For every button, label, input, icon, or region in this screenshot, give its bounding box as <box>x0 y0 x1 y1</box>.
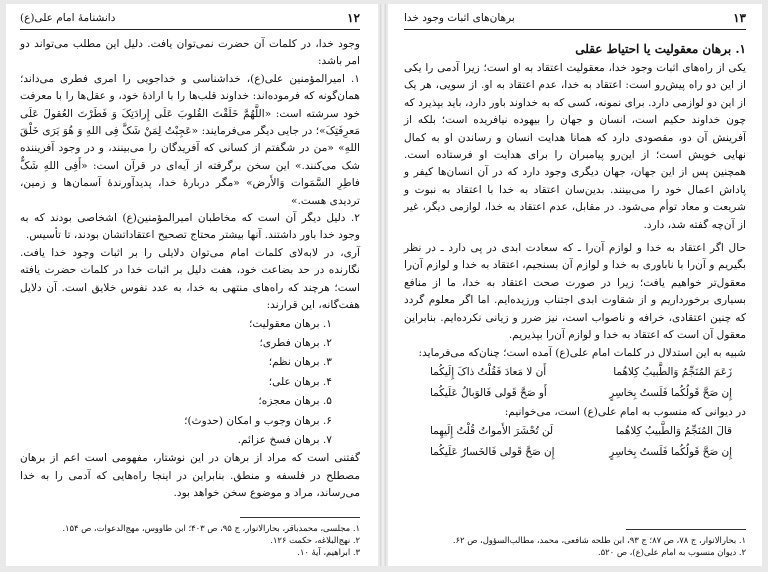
verse-block <box>404 421 746 463</box>
footnote: ۱. بحارالانوار، ج ۷۸، ص ۸۷؛ ج ۹۳، ابن طلحه شافعی، محمد، مطالب‌السؤول، ص ۶۲. <box>452 535 746 545</box>
list-item: ۴. برهان علی؛ <box>268 375 332 388</box>
verse-block <box>404 362 746 404</box>
hemistich: لَن تُحْشَرَ الأَمواتُ قُلْتُ إِلَیهِما <box>430 425 554 438</box>
footnote: ۲. دیوان منسوب به امام علی(ع)، ص ۵۲۰. <box>597 547 746 557</box>
list-item: ۵. برهان معجزه؛ <box>258 395 332 408</box>
left-page <box>6 4 378 566</box>
list-item: ۶. برهان وجوب و امکان (حدوث)؛ <box>184 414 332 427</box>
section-title: ۱. برهان معقولیت یا احتیاط عقلی <box>575 42 746 56</box>
footnote-rule <box>240 517 360 518</box>
page-body <box>20 36 360 503</box>
paragraph: ۲. دلیل دیگر آن است که مخاطبان امیرالمؤمنین(ع) اشخاصی بودند که به وجود خدا باور داشتند. آنها بیشتر محتاج تصحیح اعتقاداتشان بودند، تا تأسیس. <box>20 212 360 242</box>
footnotes <box>402 529 746 558</box>
running-title: برهان‌های اثبات وجود خدا <box>404 12 515 24</box>
paragraph: آری، در لابه‌لای کلمات امام می‌توان دلایلی را بر اثبات وجود خدا یافت. نگارنده در حد بضاعت خود، هفت دلیل بر اثبات خدا در کلمات حضرت یافته است؛ هرچند که راه‌های منتهی به خدا، به عدد نفوس خلایق است. آن دلایل هفت‌گانه، این قرارند: <box>20 246 360 312</box>
verse-intro: شبیه به این استدلال در کلمات امام علی(ع) آمده است؛ چنان‌که می‌فرماید: <box>418 346 746 359</box>
footnote: ۳. ابراهیم، آیهٔ ۱۰. <box>297 547 360 557</box>
running-title: دانشنامهٔ امام علی(ع) <box>20 12 116 24</box>
verse-row <box>404 442 746 463</box>
running-head <box>404 10 746 30</box>
verse-row <box>404 383 746 404</box>
hemistich: قالَ المُنَجِّمُ وَالطَّبیبُ کِلاهُما <box>615 425 732 438</box>
paragraph: یکی از راه‌های اثبات وجود خدا، معقولیت اعتقاد به او است؛ زیرا آدمی را یکی از این دو راه پیش‌رو است: اعتقاد به خدا، عدم اعتقاد به او. از سویی، هر یک از این دو لوازمی دارد. برای نمونه، کسی که به خداوند باور دارد، باید بپذیرد که چون خداوند حکیم است، انسان و جهان را بیهوده نیافریده است؛ بلکه از آفرینش آن دو، مقصودی دارد که همانا هدایت انسان و رساندن او به کمال نهایی خویش است؛ از این‌رو پیامبران را برای هدایت او فرستاده است. همچنین پس از این جهان، جهان دیگری وجود دارد که در آن انسان‌ها کیفر و پاداش اعمال خود را می‌بینند. بدین‌سان اعتقاد به خدا با اعتقاد به نبوت و شریعت و معاد توأم می‌شود. در مقابل، عدم اعتقاد به خدا، لوازمی دیگر، غیر از آن‌چه گفته شد، دارد. <box>404 62 746 231</box>
paragraph: وجود خدا، در کلمات آن حضرت نمی‌توان یافت. دلیل این مطلب می‌تواند دو امر باشد: <box>20 38 360 68</box>
list-item: ۱. برهان معقولیت؛ <box>248 317 332 330</box>
hemistich: إِن صَحَّ قَولُکُما فَلَستُ بِخاسِرٍ <box>609 446 732 459</box>
footnotes <box>20 517 360 558</box>
page-body <box>404 60 746 463</box>
running-head <box>20 10 360 30</box>
hemistich: إِن صَحَّ قَولُکُما فَلَستُ بِخاسِرٍ <box>609 386 732 399</box>
paragraph: گفتنی است که مراد از برهان در این نوشتار، مفهومی است اعم از برهان مصطلح در فلسفه و منطق. بنابراین در اینجا راه‌هایی که آدمی را به خدا می‌رساند، مراد و موضوع سخن خواهد بود. <box>20 452 360 500</box>
paragraph: ۱. امیرالمؤمنین علی(ع)، خداشناسی و خداجویی را امری فطری می‌داند؛ همان‌گونه که فرموده‌اند: خداوند قلب‌ها را با ارادهٔ خود، و عقل‌ها را با معرفت خود سرشته است: «اللَّهُمَّ خَلَقْتَ القُلوبَ عَلَی إِرادَتِکَ وَ فَطَرْتَ العُقولَ عَلَی مَعرِفَتِکَ»؛ در جایی دیگر می‌فرمایند: «عَجِبْتُ لِمَنْ شَکَّ فِی اللهِ وَ هُوَ یَرَی خَلْقَ اللهِ» «من در شگفتم از کسانی که آفریدگان را می‌بینند، و در وجود آفریننده شک می‌کنند.» این سخن برگرفته از آیه‌ای در قرآن است: «أَفِی اللهِ شَکٌّ فاطِرِ السَّمَوات وَالأَرض» «مگر دربارهٔ خدا، پدیدآورندهٔ آسمان‌ها و زمین، تردیدی هست.» <box>20 72 360 207</box>
right-page <box>388 4 762 566</box>
footnote: ۲. نهج‌البلاغه، حکمت ۱۲۶. <box>270 535 360 545</box>
footnote: ۱. مجلسی، محمدباقر، بحارالانوار، ج ۹۵، ص ۴۰۳؛ ابن طاووس، مهج‌الدعوات، ص ۱۵۴. <box>62 523 360 533</box>
list-item: ۷. برهان فسخ عزائم. <box>237 433 332 446</box>
paragraph: حال اگر اعتقاد به خدا و لوازم آن‌را ـ که سعادت ابدی در پی دارد ـ در نظر بگیریم و آن‌را با ناباوری به خدا و لوازم آن بسنجیم، اعتقاد به خدا و لوازم آن‌را معقول‌تر خواهیم یافت؛ زیرا در صورت صحت اعتقاد به خدا، ما از منافع بسیاری برخورداریم و از شقاوت ابدی اجتناب ورزیده‌ایم. اما اگر معلوم گردد که چنین اعتقادی، خرافه و ناصواب است، نیز ضرر و زیانی نکرده‌ایم. بنابراین معقول آن است که اعتقاد به خدا و لوازم آن‌را بپذیریم. <box>404 242 746 342</box>
hemistich: أَو صَحَّ قَولی فَالوَبالُ عَلَیکُما <box>430 386 547 399</box>
arguments-list <box>20 315 360 451</box>
page-number: ۱۲ <box>347 11 360 25</box>
footnote-rule <box>626 529 746 530</box>
hemistich: أَن لا مَعادَ فَقُلْتُ ذاکَ إِلَیکُما <box>430 365 547 378</box>
verse-row <box>404 362 746 383</box>
book-gutter <box>380 4 386 566</box>
page-number: ۱۳ <box>733 11 746 25</box>
hemistich: إِن صَحَّ قَولی فَالخَسارُ عَلَیکُما <box>430 446 555 459</box>
hemistich: زَعَمَ المُنَجِّمُ وَالطَّبیبُ کِلاهُما <box>613 365 732 378</box>
verse-row <box>404 421 746 442</box>
verse-intro: در دیوانی که منسوب به امام علی(ع) است، می‌خوانیم: <box>504 405 746 418</box>
list-item: ۳. برهان نظم؛ <box>268 356 332 369</box>
list-item: ۲. برهان فطری؛ <box>259 336 332 349</box>
